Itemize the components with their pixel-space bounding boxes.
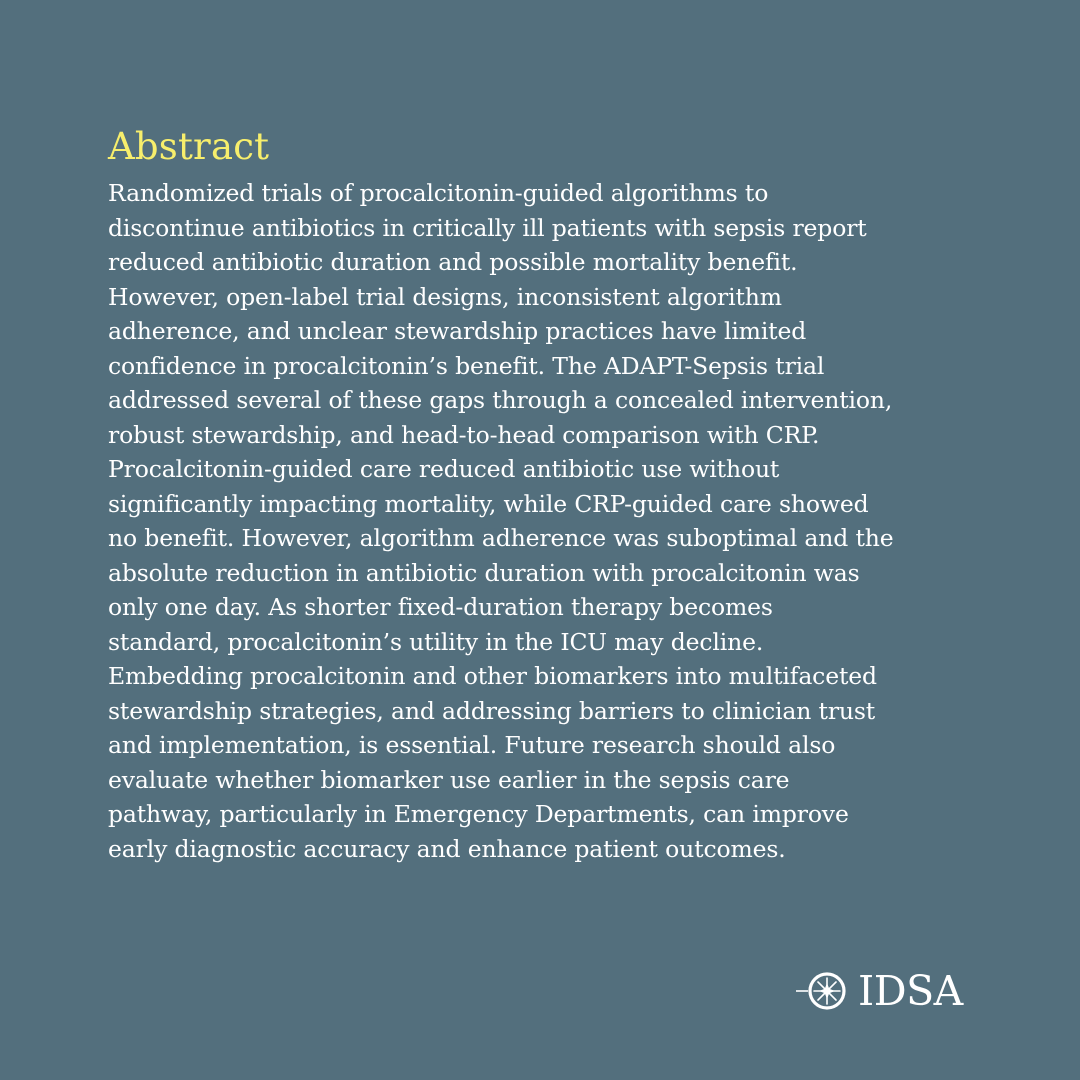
abstract-line: significantly impacting mortality, while CRP-guided care showed [108,489,869,518]
abstract-body [108,176,988,866]
abstract-line: robust stewardship, and head-to-head comparison with CRP. [108,420,820,449]
abstract-line: pathway, particularly in Emergency Departments, can improve [108,800,849,828]
abstract-line: and implementation, is essential. Future research should also [108,731,836,759]
abstract-line: Embedding procalcitonin and other biomarkers into multifaceted [108,662,877,690]
logo-text: IDSA [858,967,963,1015]
abstract-line: Randomized trials of procalcitonin-guided algorithms to [108,179,769,207]
abstract-line: adherence, and unclear stewardship practices have limited [108,317,807,345]
abstract-line: standard, procalcitonin’s utility in the ICU may decline. [108,627,764,656]
idsa-logo [796,966,963,1016]
abstract-line: addressed several of these gaps through a concealed intervention, [108,386,893,414]
abstract-line: absolute reduction in antibiotic duration with procalcitonin was [108,558,860,587]
abstract-line: discontinue antibiotics in critically ill patients with sepsis report [108,213,867,242]
abstract-line: confidence in procalcitonin’s benefit. The ADAPT-Sepsis trial [108,351,825,380]
abstract-line: stewardship strategies, and addressing barriers to clinician trust [108,696,876,725]
abstract-line: However, open-label trial designs, inconsistent algorithm [108,282,782,311]
abstract-line: early diagnostic accuracy and enhance patient outcomes. [108,834,786,863]
abstract-line: only one day. As shorter fixed-duration therapy becomes [108,593,773,621]
abstract-line: Procalcitonin-guided care reduced antibiotic use without [108,455,780,483]
abstract-line: evaluate whether biomarker use earlier in the sepsis care [108,765,790,794]
abstract-heading: Abstract [108,125,270,168]
compass-star-icon [796,966,856,1016]
abstract-line: reduced antibiotic duration and possible mortality benefit. [108,248,798,276]
abstract-line: no benefit. However, algorithm adherence was suboptimal and the [108,524,894,552]
